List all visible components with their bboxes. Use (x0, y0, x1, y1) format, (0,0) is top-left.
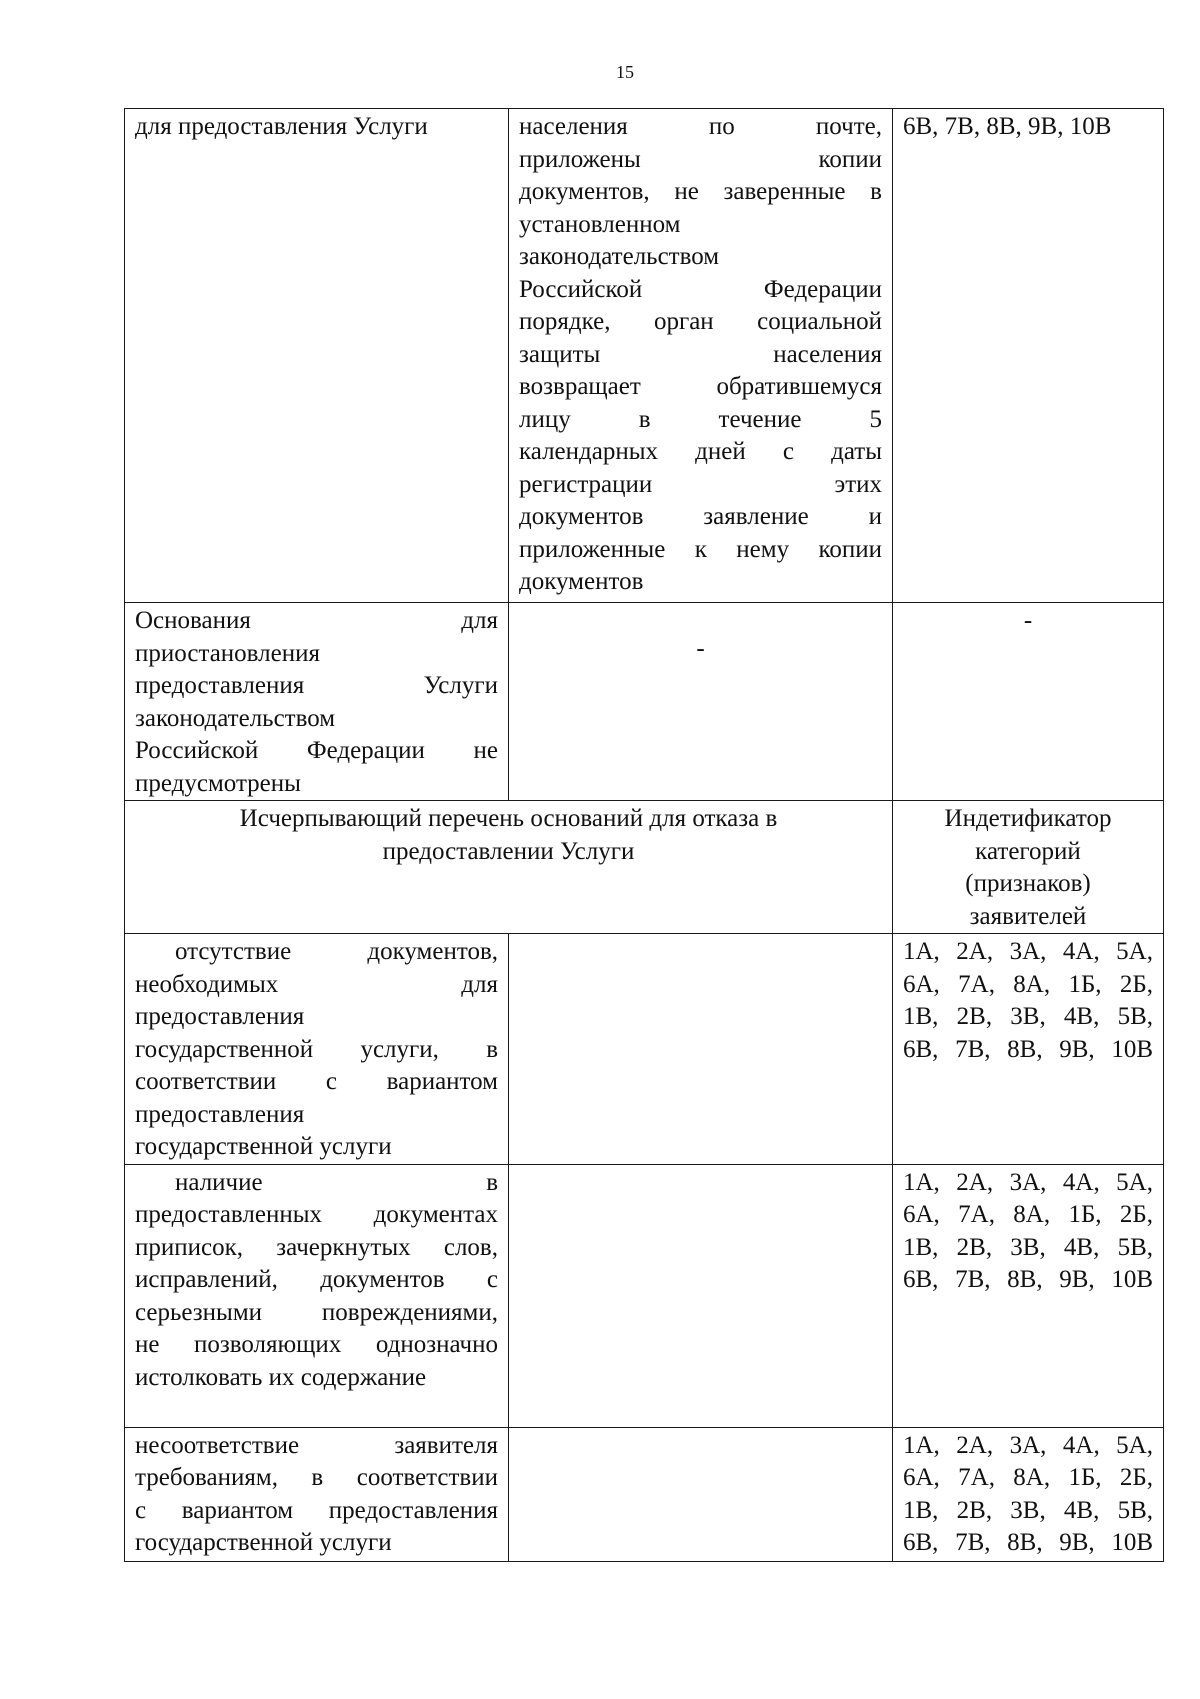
identifier-header (893, 801, 1164, 934)
refusal-reason-cell (125, 934, 509, 1165)
cell-line: государственной услуги (135, 1133, 392, 1160)
cell-line: лицу в течение 5 (519, 405, 882, 433)
cell-line: исправлений, документов с (135, 1266, 498, 1293)
cell-line: 6В, 7В, 8В, 9В, 10В (903, 1529, 1153, 1556)
suspension-value-cell (509, 603, 893, 801)
cell-line: регистрации этих (519, 470, 882, 498)
refusal-header-title (125, 801, 893, 934)
cell-line: 6А, 7А, 8А, 1Б, 2Б, (903, 970, 1153, 998)
page-number: 15 (616, 62, 634, 82)
header-line: (признаков) (965, 870, 1091, 897)
empty-cell (509, 1427, 893, 1561)
cell-line: предоставления Услуги (135, 672, 498, 699)
refusal-reason-cell (125, 1164, 509, 1427)
cell-line: истолковать их содержание (135, 1363, 427, 1391)
empty-cell (509, 934, 893, 1165)
cell-line: 6В, 7В, 8В, 9В, 10В (903, 1266, 1153, 1293)
cell-line: не позволяющих однозначно (135, 1331, 498, 1358)
cell-line: приостановления (135, 639, 320, 667)
cell-line: предоставленных документах (135, 1201, 498, 1228)
cell-line: требованиям, в соответствии (135, 1464, 498, 1491)
cell-line: 6А, 7А, 8А, 1Б, 2Б, (903, 1464, 1153, 1491)
cell-line: приписок, зачеркнутых слов, (135, 1233, 498, 1261)
empty-cell (509, 1164, 893, 1427)
cell-line: 1В, 2В, 3В, 4В, 5В, (903, 1233, 1153, 1261)
service-grounds-cell (125, 109, 509, 603)
cell-line: предоставления (135, 1003, 305, 1030)
header-line: Исчерпывающий перечень оснований для отказа в (239, 805, 778, 832)
refusal-categories-cell (893, 934, 1164, 1165)
cell-line: соответствии с вариантом (135, 1068, 498, 1095)
cell-line: 1В, 2В, 3В, 4В, 5В, (903, 1003, 1153, 1030)
refusal-categories-cell (893, 1427, 1164, 1561)
table-row (125, 934, 1164, 1165)
cell-line: серьезными повреждениями, (135, 1298, 498, 1326)
cell-line: 1В, 2В, 3В, 4В, 5В, (903, 1496, 1153, 1524)
cell-line: возвращает обратившемуся (519, 373, 882, 400)
cell-line: 6В, 7В, 8В, 9В, 10В (903, 1035, 1153, 1063)
cell-line: несоответствие заявителя (135, 1431, 498, 1459)
table-row (125, 1164, 1164, 1427)
cell-line: государственной услуги, в (135, 1035, 498, 1063)
cell-line: законодательством (519, 243, 720, 270)
cell-line: приложены копии (519, 145, 882, 173)
refusal-reason-cell (125, 1427, 509, 1561)
services-table (124, 108, 1164, 1562)
cell-line: населения по почте, (519, 113, 882, 140)
dash-value: - (696, 635, 705, 662)
cell-line: государственной услуги (135, 1529, 392, 1556)
refusal-categories-cell (893, 1164, 1164, 1427)
header-line: предоставлении Услуги (382, 837, 635, 865)
table-row (125, 109, 1164, 603)
cell-line: 1А, 2А, 3А, 4А, 5А, (903, 1168, 1153, 1196)
table-row (125, 1427, 1164, 1561)
section-header-row (125, 801, 1164, 934)
cell-line: с вариантом предоставления (135, 1496, 498, 1524)
table-row (125, 603, 1164, 801)
cell-line: порядке, орган социальной (519, 308, 882, 335)
cell-line: 6В, 7В, 8В, 9В, 10В (903, 113, 1112, 140)
cell-line: календарных дней с даты (519, 438, 882, 465)
cell-line: предоставления (135, 1100, 305, 1128)
dash-value: - (1023, 607, 1033, 634)
cell-line: Российской Федерации (519, 275, 882, 303)
cell-line: 1А, 2А, 3А, 4А, 5А, (903, 1431, 1153, 1459)
cell-line: приложенные к нему копии (519, 535, 882, 563)
cell-line: отсутствие документов, (175, 938, 498, 965)
suspension-grounds-cell (125, 603, 509, 801)
cell-line: законодательством (135, 704, 336, 732)
cell-line: защиты населения (519, 340, 882, 368)
cell-line: для предоставления Услуги (135, 113, 428, 140)
cell-line: документов (519, 568, 644, 595)
cell-line: предусмотрены (135, 769, 301, 797)
cell-line: документов заявление и (519, 503, 882, 530)
cell-line: необходимых для (135, 970, 498, 998)
header-line: Индетификатор (944, 805, 1112, 832)
cell-line: 6А, 7А, 8А, 1Б, 2Б, (903, 1201, 1153, 1228)
header-line: категорий (975, 837, 1081, 865)
categories-cell (893, 109, 1164, 603)
suspension-categories-cell (893, 603, 1164, 801)
cell-line: установленном (519, 210, 681, 238)
cell-line: Основания для (135, 607, 498, 634)
cell-line: Российской Федерации не (135, 737, 498, 764)
return-procedure-cell (509, 109, 893, 603)
header-line: заявителей (969, 902, 1087, 930)
cell-line: наличие в (175, 1168, 498, 1196)
cell-line: 1А, 2А, 3А, 4А, 5А, (903, 938, 1153, 965)
cell-line: документов, не заверенные в (519, 178, 882, 205)
